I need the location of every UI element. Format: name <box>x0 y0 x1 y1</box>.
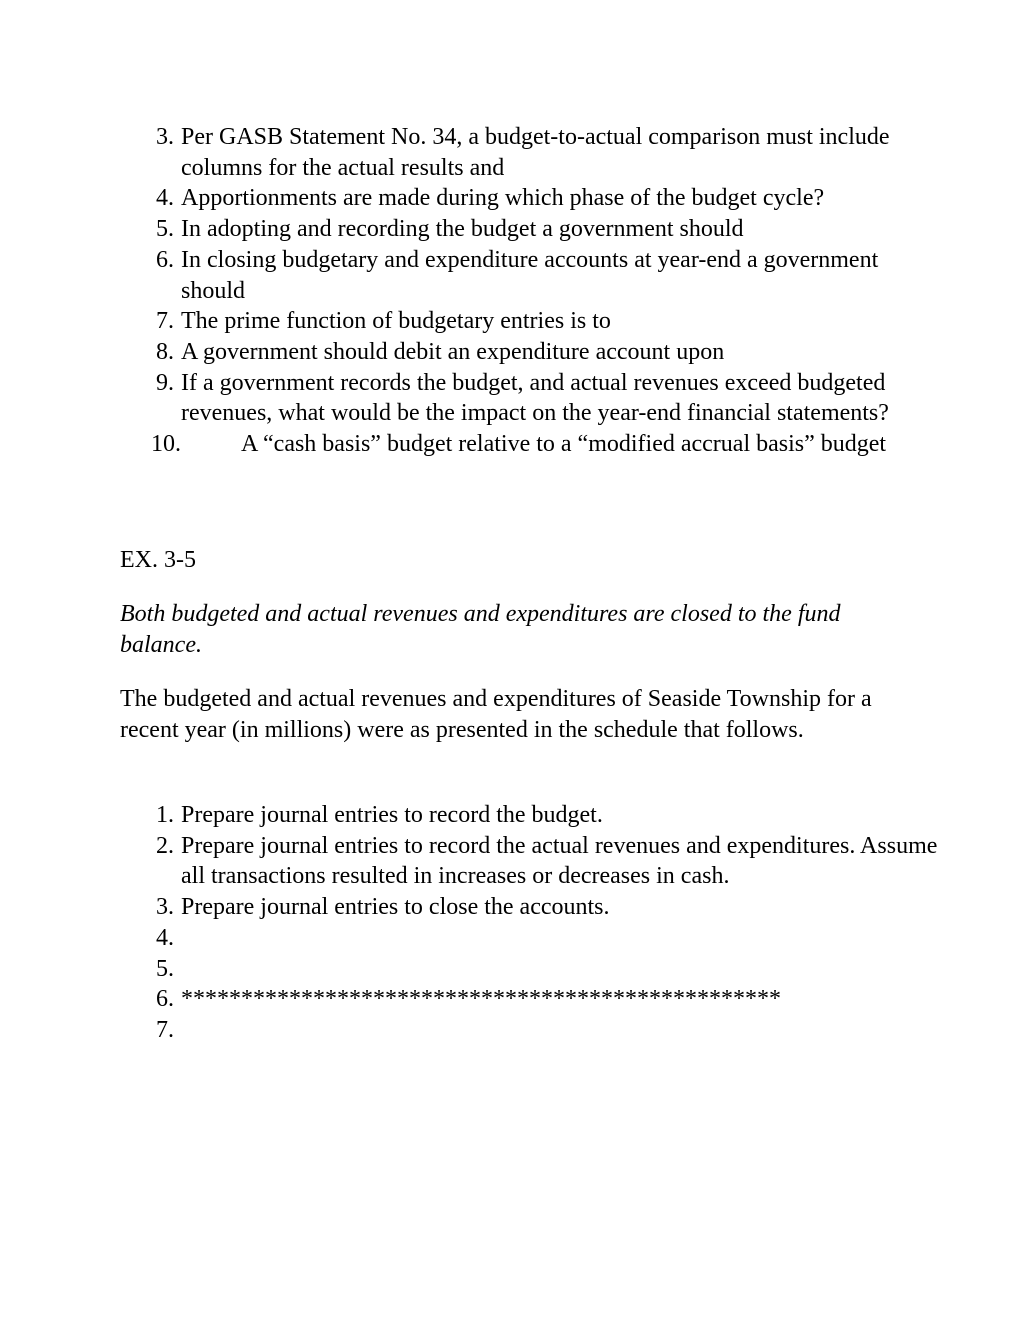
exercise-instruction: Both budgeted and actual revenues and expenditures are closed to the fund balance. <box>120 601 841 658</box>
list-item <box>0 984 941 1015</box>
item-text: Prepare journal entries to close the accounts. <box>181 894 610 921</box>
item-text: In adopting and recording the budget a government should <box>181 216 744 243</box>
item-text: Prepare journal entries to record the actual revenues and expenditures. Assume all transactions resulted in increases or decreases in cash. <box>181 832 938 890</box>
item-text: Per GASB Statement No. 34, a budget-to-actual comparison must include columns for the actual results and <box>181 124 890 181</box>
item-number: 5. <box>156 216 174 243</box>
asterisk-divider: ************************************************** <box>181 986 781 1013</box>
question-list <box>0 122 1024 460</box>
item-number: 9. <box>156 369 174 396</box>
item-text <box>181 925 187 951</box>
item-text <box>181 1017 187 1043</box>
item-number: 5. <box>156 955 174 982</box>
task-list <box>0 800 1024 1046</box>
item-number: 6. <box>156 246 174 273</box>
list-item <box>0 306 941 337</box>
exercise-intro: The budgeted and actual revenues and expenditures of Seaside Township for a recent year (in millions) were as presented in the schedule that follows. <box>120 686 872 743</box>
list-item <box>0 368 941 429</box>
item-text: Apportionments are made during which phase of the budget cycle? <box>181 185 825 212</box>
list-item <box>0 122 941 183</box>
list-item <box>0 800 941 831</box>
item-text: If a government records the budget, and actual revenues exceed budgeted revenues, what would be the impact on the year-end financial statements? <box>181 369 889 427</box>
item-number: 4. <box>156 924 174 951</box>
list-item <box>0 1015 941 1046</box>
list-item <box>0 245 941 306</box>
item-number: 7. <box>156 1016 174 1043</box>
list-item <box>0 892 941 923</box>
list-item <box>0 214 941 245</box>
item-number: 1. <box>156 802 174 828</box>
item-number: 2. <box>156 832 174 859</box>
list-item <box>0 337 941 368</box>
item-number: 4. <box>156 185 174 212</box>
item-text: Prepare journal entries to record the budget. <box>181 802 603 828</box>
item-number: 10. <box>151 431 181 458</box>
list-item <box>0 923 941 954</box>
item-number: 8. <box>156 338 174 365</box>
list-item <box>0 429 941 460</box>
list-item <box>0 183 941 214</box>
item-text: The prime function of budgetary entries is to <box>181 308 611 335</box>
item-number: 6. <box>156 986 174 1013</box>
item-number: 7. <box>156 308 174 335</box>
item-text: A government should debit an expenditure account upon <box>181 338 725 365</box>
list-item <box>0 954 941 985</box>
item-number: 3. <box>156 124 174 150</box>
item-text <box>181 956 187 982</box>
item-number: 3. <box>156 894 174 921</box>
exercise-heading: EX. 3-5 <box>120 547 196 573</box>
item-text: In closing budgetary and expenditure accounts at year-end a government should <box>181 246 879 304</box>
list-item <box>0 831 941 892</box>
item-text: A “cash basis” budget relative to a “modified accrual basis” budget <box>241 431 887 458</box>
